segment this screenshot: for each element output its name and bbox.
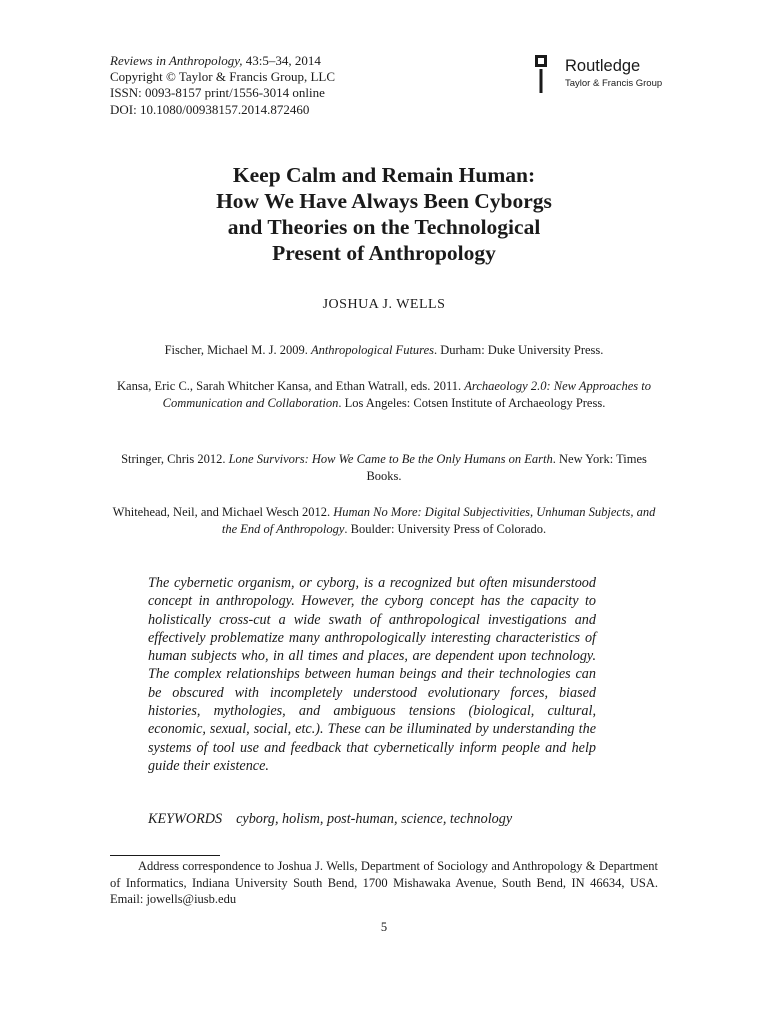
reference-title: Archaeology 2.0: New Approaches to Communication and Collaboration: [162, 379, 651, 410]
reference-entry: Stringer, Chris 2012. Lone Survivors: How We Came to Be the Only Humans on Earth. New York: Times Books.: [121, 452, 647, 483]
title-line: Keep Calm and Remain Human:: [232, 163, 536, 187]
title-line: and Theories on the Technological: [227, 215, 541, 239]
publisher-name: Routledge: [565, 57, 641, 75]
journal-name: Reviews in Anthropology,: [110, 53, 243, 68]
routledge-logo: [535, 55, 665, 95]
title-line: Present of Anthropology: [272, 241, 496, 265]
reference-title: Human No More: Digital Subjectivities, Unhuman Subjects, and the End of Anthropology: [221, 505, 656, 536]
keywords-terms: cyborg, holism, post-human, science, technology: [236, 811, 513, 827]
routledge-mark-icon: [535, 55, 547, 93]
reference-title: Anthropological Futures: [310, 343, 434, 357]
reference-entry: Kansa, Eric C., Sarah Whitcher Kansa, and Ethan Watrall, eds. 2011. Archaeology 2.0: New Approaches to Communication and Collaboration. Los Angeles: Cotsen Institute of Archaeology Press.: [117, 379, 651, 410]
journal-citation-block: [110, 53, 335, 118]
issn-line: ISSN: 0093-8157 print/1556-3014 online: [110, 85, 325, 101]
footnote: [110, 858, 658, 908]
abstract: The cybernetic organism, or cyborg, is a recognized but often misunderstood concept in anthropology. However, the cyborg concept has the capacity to holistically cross-cut a wide swath of anthropological investigations and effectively problematize many anthropologically interesting characteristics of human subjects who, in all times and places, are dependent upon technology. The complex relationships between human beings and their technologies can be obscured with incompletely understood evolutionary forces, biased histories, mythologies, and ambiguous tensions (biological, cultural, economic, sexual, social, etc.). These can be illuminated by understanding the systems of tool use and feedback that cybernetically inform people and help guide their existence.: [148, 575, 596, 774]
footnote-divider: [110, 855, 220, 856]
doi-line: DOI: 10.1080/00938157.2014.872460: [110, 101, 310, 117]
reference-entry: Whitehead, Neil, and Michael Wesch 2012. Human No More: Digital Subjectivities, Unhuman Subjects, and the End of Anthropology. Boulder: University Press of Colorado.: [112, 505, 656, 536]
keywords-line: [148, 811, 512, 828]
article-title: [0, 162, 768, 266]
copyright-line: Copyright © Taylor & Francis Group, LLC: [110, 69, 336, 85]
page-number: 5: [380, 920, 388, 934]
title-line: How We Have Always Been Cyborgs: [216, 189, 552, 213]
keywords-label: KEYWORDS: [148, 811, 223, 827]
publisher-group: Taylor & Francis Group: [565, 78, 663, 89]
journal-volume: 43:5–34, 2014: [242, 53, 321, 68]
journal-line: [110, 53, 335, 69]
correspondence-address: Address correspondence to Joshua J. Wells, Department of Sociology and Anthropology & Department of Informatics, Indiana University South Bend, 1700 Mishawaka Avenue, South Bend, IN 46634, USA. Email: jowells@iusb.edu: [110, 859, 658, 906]
reference-title: Lone Survivors: How We Came to Be the Only Humans on Earth: [228, 452, 553, 466]
reference-entry: Fischer, Michael M. J. 2009. Anthropological Futures. Durham: Duke University Press.: [164, 343, 604, 357]
author-name: JOSHUA J. WELLS: [322, 297, 446, 312]
